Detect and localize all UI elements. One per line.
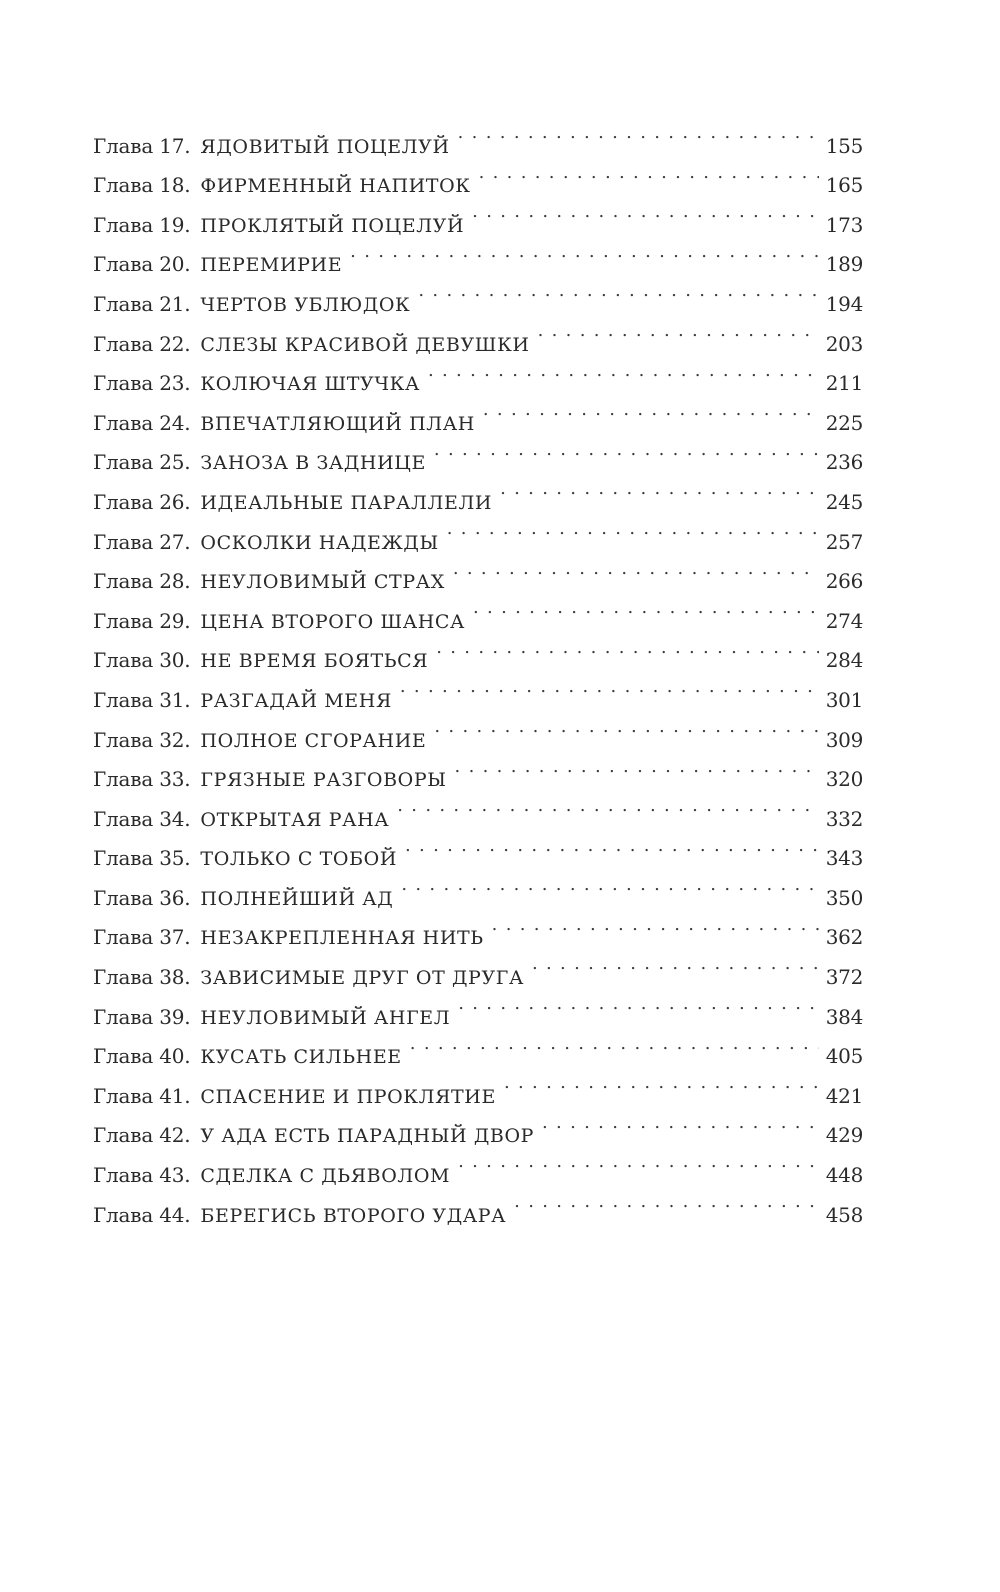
dot-leader [432,628,819,668]
page-number: 194 [825,291,863,316]
dot-leader [496,469,819,509]
dot-leader [528,944,819,984]
page-number: 257 [825,529,863,554]
page-number: 320 [825,767,863,792]
dot-leader [393,786,819,826]
chapter-number: Глава 33. [93,767,191,792]
dot-leader [414,271,819,311]
dot-leader [475,153,819,193]
dot-leader [500,1063,819,1103]
dot-leader [430,707,819,747]
page-number: 372 [825,965,863,990]
dot-leader [430,430,819,470]
page-number: 203 [825,331,863,356]
dot-leader [397,865,819,905]
chapter-number: Глава 37. [93,925,191,950]
dot-leader [406,1024,819,1064]
page-number: 421 [825,1083,863,1108]
chapter-title: ЧЕРТОВ УБЛЮДОК [200,293,411,316]
chapter-title: НЕУЛОВИМЫЙ АНГЕЛ [200,1006,451,1029]
chapter-title: СПАСЕНИЕ И ПРОКЛЯТИЕ [200,1085,496,1108]
page-number: 362 [825,925,863,950]
dot-leader [424,351,819,391]
page-number: 301 [825,687,863,712]
page-number: 384 [825,1004,863,1029]
chapter-title: ПРОКЛЯТЫЙ ПОЦЕЛУЙ [200,214,465,237]
chapter-title: ЗАНОЗА В ЗАДНИЦЕ [200,452,426,475]
chapter-number: Глава 35. [93,846,191,871]
dot-leader [396,667,819,707]
chapter-number: Глава 27. [93,529,191,554]
chapter-number: Глава 39. [93,1004,191,1029]
chapter-title: НЕ ВРЕМЯ БОЯТЬСЯ [200,650,429,673]
page-number: 245 [825,489,863,514]
dot-leader [479,390,819,430]
chapter-number: Глава 36. [93,885,191,910]
page-number: 332 [825,806,863,831]
chapter-title: ФИРМЕННЫЙ НАПИТОК [200,175,471,198]
page-number: 211 [825,371,863,396]
page-number: 458 [825,1202,863,1227]
chapter-number: Глава 20. [93,252,191,277]
chapter-title: ПОЛНЕЙШИЙ АД [200,887,394,910]
chapter-title: ВПЕЧАТЛЯЮЩИЙ ПЛАН [200,412,475,435]
chapter-title: У АДА ЕСТЬ ПАРАДНЫЙ ДВОР [200,1125,534,1148]
chapter-number: Глава 34. [93,806,191,831]
chapter-number: Глава 42. [93,1123,191,1148]
dot-leader [454,1142,819,1182]
page-number: 266 [825,569,863,594]
dot-leader [449,549,819,589]
chapter-number: Глава 18. [93,173,191,198]
toc-entry [93,113,863,158]
chapter-title: ИДЕАЛЬНЫЕ ПАРАЛЛЕЛИ [200,491,493,514]
dot-leader [469,588,819,628]
page-number: 155 [825,133,863,158]
chapter-number: Глава 24. [93,410,191,435]
dot-leader [538,1103,819,1143]
page-number: 284 [825,648,863,673]
page-number: 165 [825,173,863,198]
chapter-title: РАЗГАДАЙ МЕНЯ [200,689,392,712]
chapter-title: ЯДОВИТЫЙ ПОЦЕЛУЙ [200,135,450,158]
chapter-number: Глава 28. [93,569,191,594]
table-of-contents [93,113,863,1227]
page-number: 309 [825,727,863,752]
dot-leader [454,984,819,1024]
chapter-number: Глава 44. [93,1202,191,1227]
page-number: 274 [825,608,863,633]
chapter-number: Глава 43. [93,1163,191,1188]
chapter-title: ПОЛНОЕ СГОРАНИЕ [200,729,427,752]
chapter-number: Глава 30. [93,648,191,673]
chapter-title: ОТКРЫТАЯ РАНА [200,808,390,831]
page-number: 429 [825,1123,863,1148]
chapter-number: Глава 25. [93,450,191,475]
chapter-title: КУСАТЬ СИЛЬНЕЕ [200,1046,402,1069]
chapter-number: Глава 32. [93,727,191,752]
chapter-title: ОСКОЛКИ НАДЕЖДЫ [200,531,439,554]
chapter-title: КОЛЮЧАЯ ШТУЧКА [200,373,420,396]
chapter-number: Глава 19. [93,212,191,237]
chapter-number: Глава 26. [93,489,191,514]
page-number: 405 [825,1044,863,1069]
page-number: 236 [825,450,863,475]
chapter-title: СЛЕЗЫ КРАСИВОЙ ДЕВУШКИ [200,333,530,356]
chapter-number: Глава 21. [93,291,191,316]
chapter-title: ЦЕНА ВТОРОГО ШАНСА [200,610,465,633]
chapter-number: Глава 23. [93,371,191,396]
chapter-title: БЕРЕГИСЬ ВТОРОГО УДАРА [200,1204,507,1227]
page-number: 225 [825,410,863,435]
dot-leader [443,509,819,549]
chapter-number: Глава 29. [93,608,191,633]
chapter-number: Глава 31. [93,687,191,712]
page-number: 350 [825,885,863,910]
chapter-title: ТОЛЬКО С ТОБОЙ [200,848,397,871]
chapter-number: Глава 17. [93,133,191,158]
dot-leader [401,826,819,866]
chapter-number: Глава 22. [93,331,191,356]
page-number: 173 [825,212,863,237]
chapter-title: ЗАВИСИМЫЕ ДРУГ ОТ ДРУГА [200,967,524,990]
dot-leader [451,747,819,787]
dot-leader [346,232,819,272]
dot-leader [454,113,819,153]
page-number: 448 [825,1163,863,1188]
chapter-number: Глава 38. [93,965,191,990]
chapter-title: ПЕРЕМИРИЕ [200,254,343,277]
dot-leader [468,192,819,232]
chapter-title: НЕЗАКРЕПЛЕННАЯ НИТЬ [200,927,484,950]
chapter-title: СДЕЛКА С ДЬЯВОЛОМ [200,1165,451,1188]
page-number: 189 [825,252,863,277]
dot-leader [510,1182,819,1222]
dot-leader [534,311,819,351]
dot-leader [488,905,819,945]
chapter-title: ГРЯЗНЫЕ РАЗГОВОРЫ [200,769,447,792]
chapter-number: Глава 40. [93,1044,191,1069]
page-number: 343 [825,846,863,871]
chapter-number: Глава 41. [93,1083,191,1108]
chapter-title: НЕУЛОВИМЫЙ СТРАХ [200,571,445,594]
